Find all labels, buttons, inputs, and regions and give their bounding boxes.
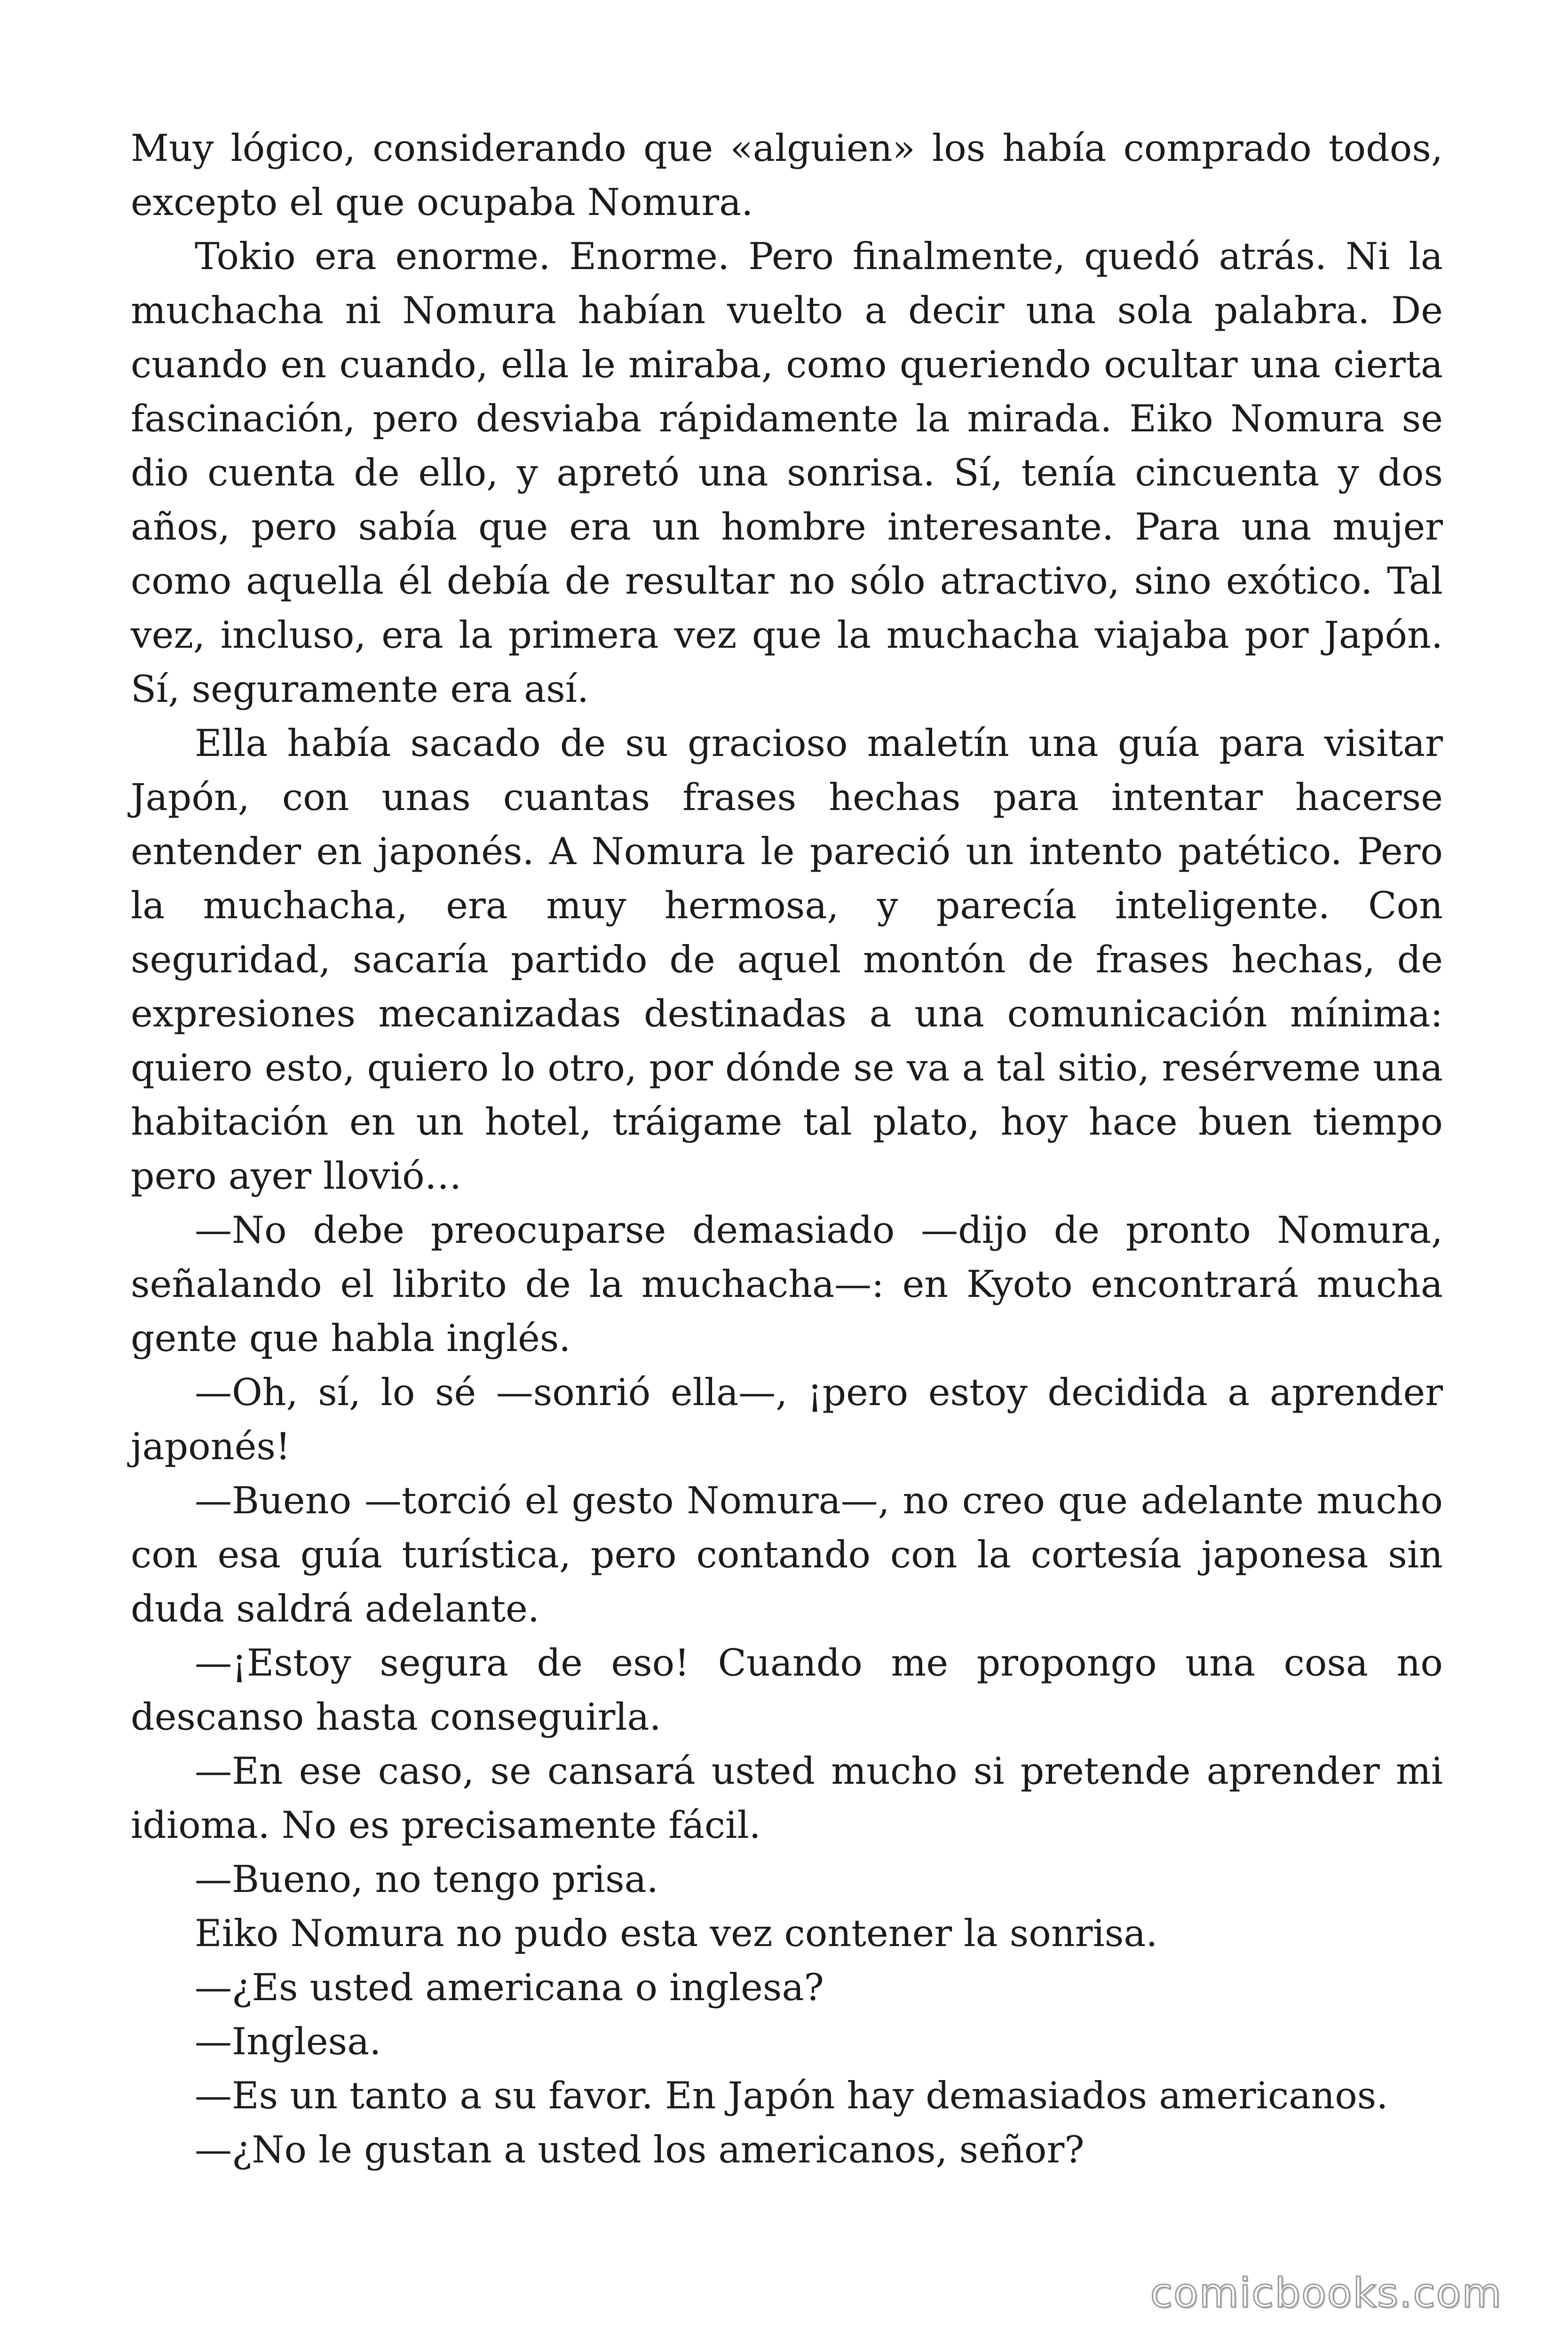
paragraph-7: —¡Estoy segura de eso! Cuando me propongo una cosa no descanso hasta conseguirla.	[131, 1641, 1443, 1739]
paragraph-8: —En ese caso, se cansará usted mucho si pretende aprender mi idioma. No es precisamente fácil.	[131, 1749, 1443, 1847]
paragraph-12: —Inglesa.	[195, 2020, 381, 2063]
paragraph-13: —Es un tanto a su favor. En Japón hay demasiados americanos.	[195, 2074, 1388, 2117]
watermark: comicbooks.com	[1150, 2270, 1502, 2317]
paragraph-14: —¿No le gustan a usted los americanos, señor?	[195, 2128, 1085, 2171]
paragraph-1: Muy lógico, considerando que «alguien» los había comprado todos, excepto el que ocupaba Nomura.	[131, 127, 1443, 224]
paragraph-2: Tokio era enorme. Enorme. Pero finalmente, quedó atrás. Ni la muchacha ni Nomura habían vuelto a decir una sola palabra. De cuando en cuando, ella le miraba, como queriendo ocultar una cierta fascinación, pero desviaba rápidamente la mirada. Eiko Nomura se dio cuenta de ello, y apretó una sonrisa. Sí, tenía cincuenta y dos años, pero sabía que era un hombre interesante. Para una mujer como aquella él debía de resultar no sólo atractivo, sino exótico. Tal vez, incluso, era la primera vez que la muchacha viajaba por Japón. Sí, seguramente era así.	[131, 235, 1443, 711]
paragraph-11: —¿Es usted americana o inglesa?	[195, 1966, 824, 2009]
paragraph-4: —No debe preocuparse demasiado —dijo de pronto Nomura, señalando el librito de la muchacha—: en Kyoto encontrará mucha gente que habla inglés.	[131, 1208, 1443, 1360]
paragraph-5: —Oh, sí, lo sé —sonrió ella—, ¡pero estoy decidida a aprender japonés!	[131, 1371, 1443, 1468]
body-text	[131, 121, 1443, 2177]
paragraph-9: —Bueno, no tengo prisa.	[195, 1858, 658, 1901]
paragraph-6: —Bueno —torció el gesto Nomura—, no creo que adelante mucho con esa guía turística, pero contando con la cortesía japonesa sin duda saldrá adelante.	[131, 1479, 1443, 1630]
paragraph-3: Ella había sacado de su gracioso maletín una guía para visitar Japón, con unas cuantas frases hechas para intentar hacerse entender en japonés. A Nomura le pareció un intento patético. Pero la muchacha, era muy hermosa, y parecía inteligente. Con seguridad, sacaría partido de aquel montón de frases hechas, de expresiones mecanizadas destinadas a una comunicación mínima: quiero esto, quiero lo otro, por dónde se va a tal sitio, resérveme una habitación en un hotel, tráigame tal plato, hoy hace buen tiempo pero ayer llovió…	[131, 722, 1443, 1198]
paragraph-10: Eiko Nomura no pudo esta vez contener la sonrisa.	[195, 1912, 1158, 1955]
